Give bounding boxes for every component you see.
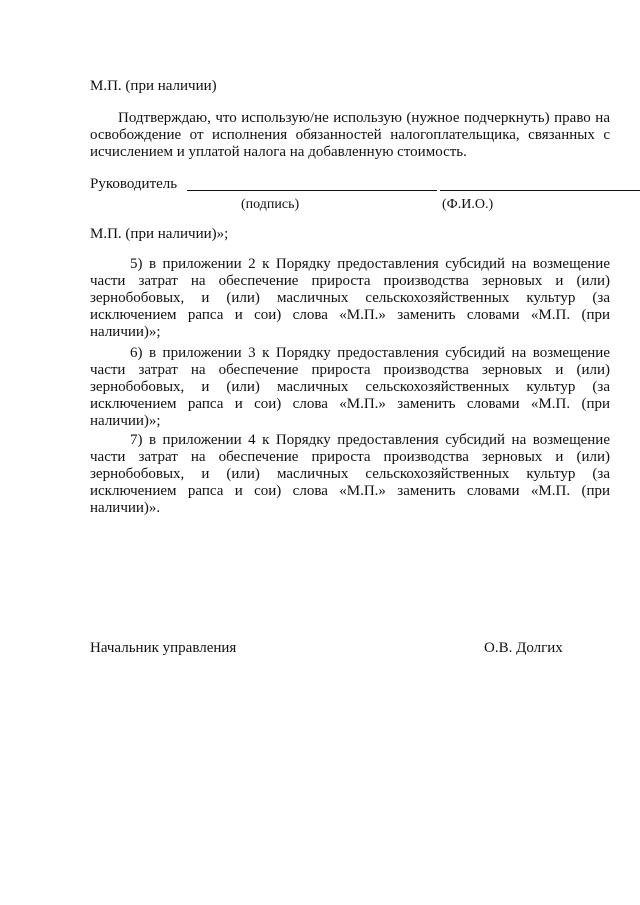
name-line bbox=[440, 190, 640, 191]
item-6: 6) в приложении 3 к Порядку предоставления субсидий на возмещение части затрат на обеспечение прироста производства зерновых и (или) зернобобовых, и (или) масличных сельскохозяйственных культур (за исключением рапса и сои) слова «М.П.» заменить словами «М.П. (при наличии)»; bbox=[90, 345, 610, 429]
confirm-paragraph: Подтверждаю, что использую/не использую (нужное подчеркнуть) право на освобождение от исполнения обязанностей налогоплательщика, связанных с исчислением и уплатой налога на добавленную стоимость. bbox=[90, 110, 610, 160]
stamp-line-2: М.П. (при наличии)»; bbox=[90, 226, 229, 242]
footer-name: О.В. Долгих bbox=[484, 640, 563, 656]
signature-row bbox=[90, 176, 610, 196]
item-7: 7) в приложении 4 к Порядку предоставления субсидий на возмещение части затрат на обеспечение прироста производства зерновых и (или) зернобобовых, и (или) масличных сельскохозяйственных культур (за исключением рапса и сои) слова «М.П.» заменить словами «М.П. (при наличии)». bbox=[90, 432, 610, 516]
signature-caption: (подпись) bbox=[241, 197, 300, 212]
signature-line bbox=[187, 190, 437, 191]
signature-label: Руководитель bbox=[90, 176, 178, 192]
item-5: 5) в приложении 2 к Порядку предоставления субсидий на возмещение части затрат на обеспечение прироста производства зерновых и (или) зернобобовых, и (или) масличных сельскохозяйственных культур (за исключением рапса и сои) слова «М.П.» заменить словами «М.П. (при наличии)»; bbox=[90, 256, 610, 340]
name-caption: (Ф.И.О.) bbox=[442, 197, 494, 212]
stamp-line-1: М.П. (при наличии) bbox=[90, 78, 217, 94]
footer-position: Начальник управления bbox=[90, 640, 237, 656]
